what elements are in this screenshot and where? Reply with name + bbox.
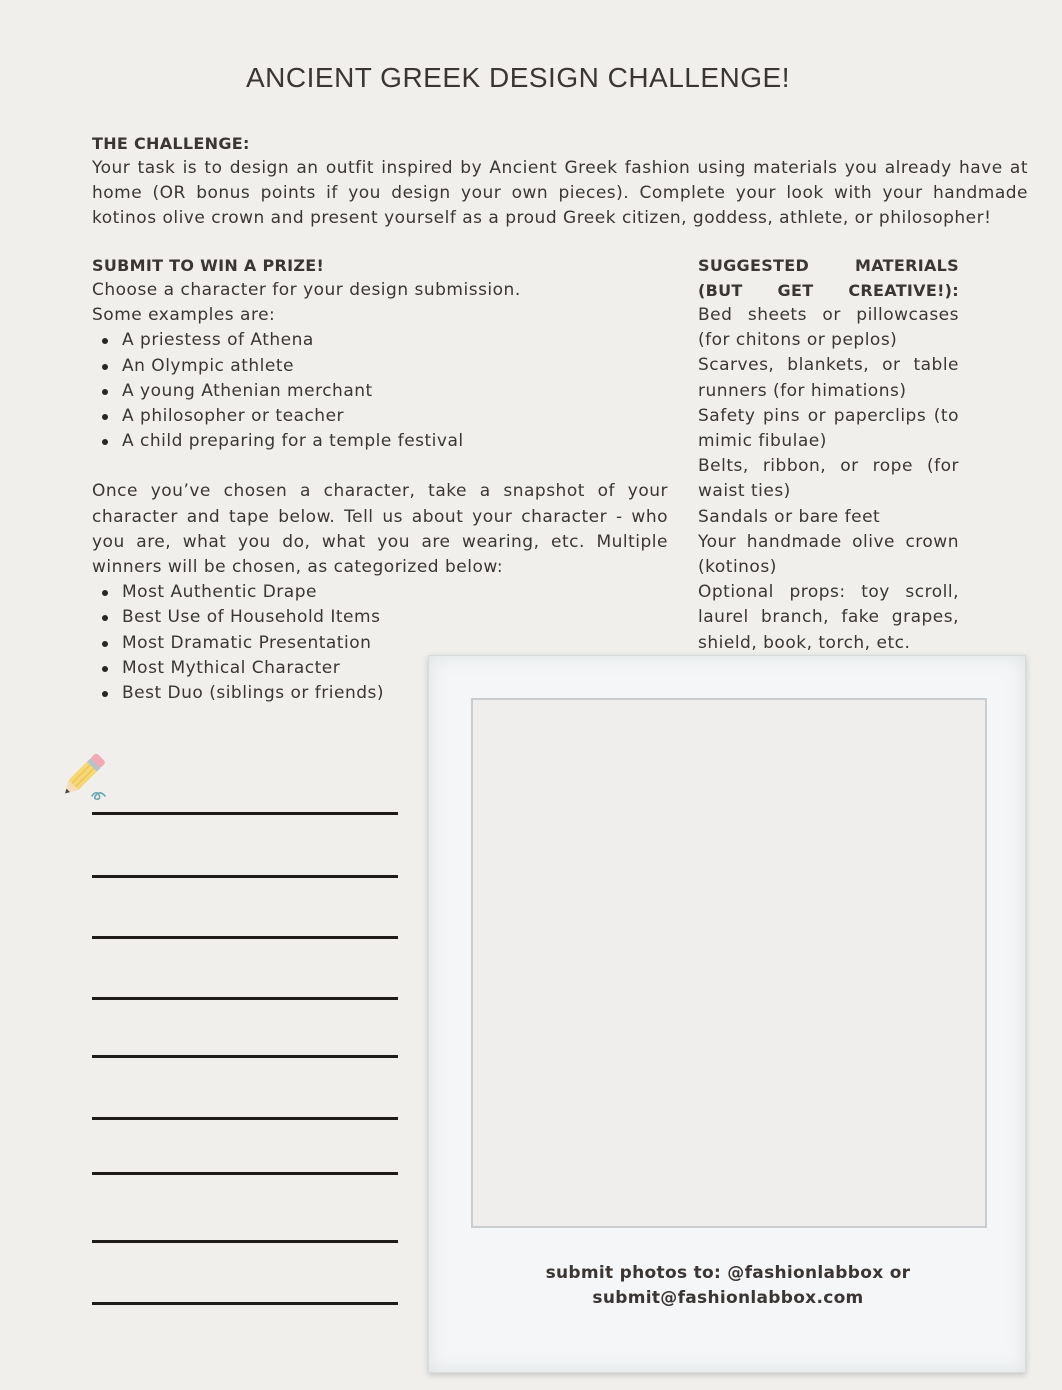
list-item: A philosopher or teacher: [92, 404, 668, 429]
list-item: Best Duo (siblings or friends): [92, 681, 668, 706]
writing-line[interactable]: [92, 936, 398, 939]
submit-instructions: Once you’ve chosen a character, take a snapshot of your character and tape below. Tell us about your character - who you are, what you do, what you are wearing, etc. Multiple winners will be chosen, as categorized below:: [92, 481, 668, 578]
writing-line[interactable]: [92, 1240, 398, 1243]
submit-section: [92, 253, 668, 706]
materials-item: Belts, ribbon, or rope (for waist ties): [698, 456, 959, 502]
writing-line[interactable]: [92, 1117, 398, 1120]
writing-line[interactable]: [92, 1302, 398, 1305]
materials-section: [698, 253, 959, 656]
writing-line[interactable]: [92, 875, 398, 878]
list-item: A young Athenian merchant: [92, 379, 668, 404]
materials-item: Optional props: toy scroll, laurel branch, fake grapes, shield, book, torch, etc.: [698, 582, 959, 653]
challenge-text: Your task is to design an outfit inspired by Ancient Greek fashion using materials you already have at home (OR bonus points if you design your own pieces). Complete your look with your handmade kotinos olive crown and present yourself as a proud Greek citizen, goddess, athlete, or philosopher!: [92, 158, 1028, 229]
list-item: Best Use of Household Items: [92, 605, 668, 630]
challenge-heading: THE CHALLENGE:: [92, 134, 250, 153]
materials-item: Sandals or bare feet: [698, 506, 881, 527]
materials-heading-text: SUGGESTED MATERIALS (BUT GET CREATIVE!):: [698, 256, 959, 300]
materials-heading: [698, 253, 959, 303]
caption-line-2: submit@fashionlabbox.com: [592, 1288, 864, 1308]
list-item: Most Mythical Character: [92, 656, 668, 681]
materials-item: Scarves, blankets, or table runners (for himations): [698, 355, 959, 401]
caption-line-1: submit photos to: @fashionlabbox or: [545, 1263, 911, 1283]
challenge-section: [92, 131, 1028, 232]
materials-item: Your handmade olive crown (kotinos): [698, 531, 959, 578]
list-item: An Olympic athlete: [92, 354, 668, 379]
pencil-icon: [52, 752, 112, 804]
page-title: ANCIENT GREEK DESIGN CHALLENGE!: [246, 62, 790, 93]
submit-intro-2: Some examples are:: [92, 305, 276, 326]
examples-list: [92, 328, 668, 454]
submit-heading: SUBMIT TO WIN A PRIZE!: [92, 256, 325, 275]
materials-item: Bed sheets or pillowcases (for chitons or peplos): [698, 305, 959, 351]
photo-area[interactable]: [471, 698, 987, 1228]
writing-line[interactable]: [92, 997, 398, 1000]
list-item: Most Dramatic Presentation: [92, 631, 668, 656]
list-item: Most Authentic Drape: [92, 580, 668, 605]
polaroid-frame: [428, 655, 1026, 1373]
writing-line[interactable]: [92, 1055, 398, 1058]
submission-caption: [429, 1261, 1027, 1311]
writing-line[interactable]: [92, 1172, 398, 1175]
submit-intro-1: Choose a character for your design submission.: [92, 280, 521, 300]
writing-line[interactable]: [92, 812, 398, 815]
list-item: A child preparing for a temple festival: [92, 429, 668, 454]
list-item: A priestess of Athena: [92, 328, 668, 353]
materials-item: Safety pins or paperclips (to mimic fibulae): [698, 405, 959, 452]
